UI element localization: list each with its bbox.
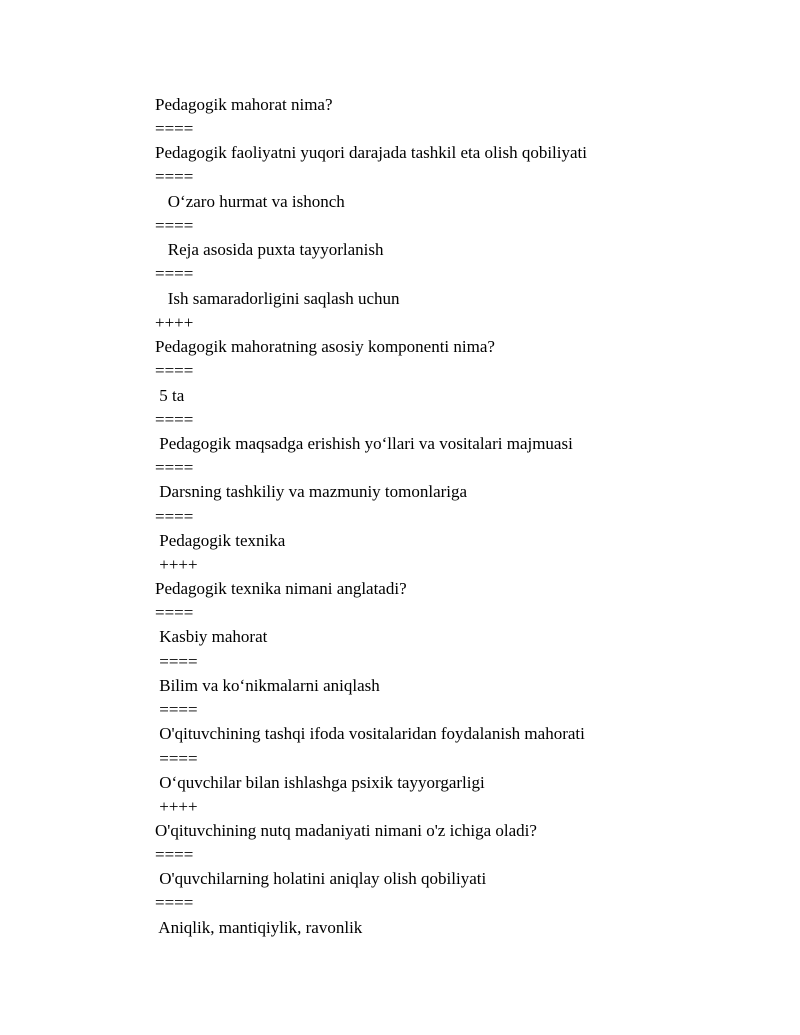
answer: O'quvchilarning holatini aniqlay olish qobiliyati <box>155 869 487 888</box>
answer: Reja asosida puxta tayyorlanish <box>155 240 384 259</box>
separator: ==== <box>155 167 194 186</box>
answer: O‘quvchilar bilan ishlashga psixik tayyorgarligi <box>155 773 485 792</box>
separator: ==== <box>155 119 194 138</box>
separator: ==== <box>155 603 194 622</box>
answer: Pedagogik texnika <box>155 531 286 550</box>
separator: ==== <box>155 507 194 526</box>
question-3: Pedagogik texnika nimani anglatadi? <box>155 579 407 598</box>
question-end: ++++ <box>155 797 198 816</box>
answer: Darsning tashkiliy va mazmuniy tomonlariga <box>155 482 468 501</box>
answer: Bilim va ko‘nikmalarni aniqlash <box>155 676 380 695</box>
answer: Kasbiy mahorat <box>155 627 268 646</box>
answer: Ish samaradorligini saqlash uchun <box>155 289 400 308</box>
question-4: O'qituvchining nutq madaniyati nimani o'z ichiga oladi? <box>155 821 537 840</box>
answer: O‘zaro hurmat va ishonch <box>155 192 345 211</box>
separator: ==== <box>155 458 194 477</box>
question-end: ++++ <box>155 313 194 332</box>
answer: 5 ta <box>155 386 185 405</box>
separator: ==== <box>155 216 194 235</box>
separator: ==== <box>155 845 194 864</box>
separator: ==== <box>155 264 194 283</box>
separator: ==== <box>155 361 194 380</box>
answer: Aniqlik, mantiqiylik, ravonlik <box>155 918 363 937</box>
question-1: Pedagogik mahorat nima? <box>155 95 333 114</box>
question-2: Pedagogik mahoratning asosiy komponenti nima? <box>155 337 495 356</box>
separator: ==== <box>155 893 194 912</box>
separator: ==== <box>155 749 198 768</box>
separator: ==== <box>155 652 198 671</box>
answer: O'qituvchining tashqi ifoda vositalaridan foydalanish mahorati <box>155 724 585 743</box>
question-end: ++++ <box>155 555 198 574</box>
separator: ==== <box>155 410 194 429</box>
answer: Pedagogik faoliyatni yuqori darajada tashkil eta olish qobiliyati <box>155 143 587 162</box>
separator: ==== <box>155 700 198 719</box>
answer: Pedagogik maqsadga erishish yo‘llari va vositalari majmuasi <box>155 434 573 453</box>
